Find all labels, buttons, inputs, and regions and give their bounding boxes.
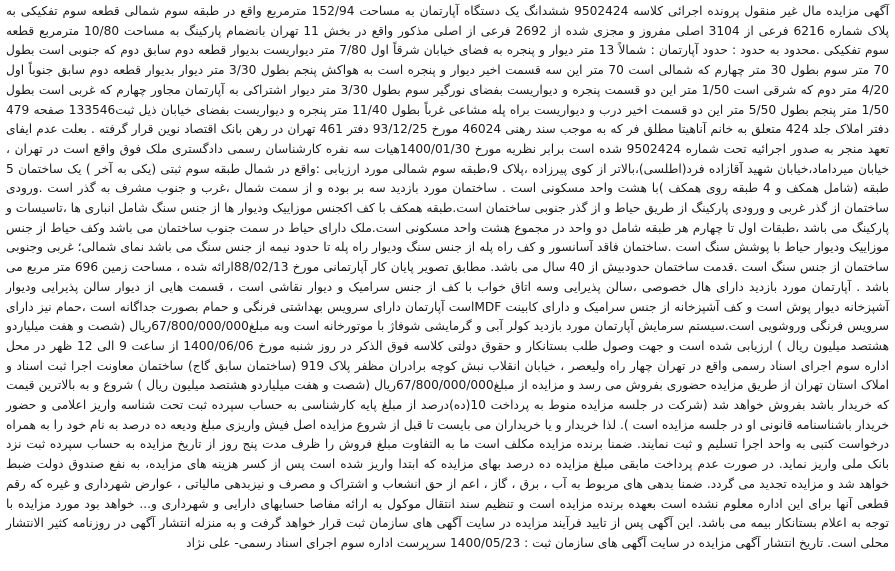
notice-body-text: آگهی مزایده مال غیر منقول پرونده اجرائی کلاسه 9502424 ششدانگ یک دستگاه آپارتمان به مساحت 152/94 مترمربع واقع در طبقه سوم شمالی قطعه سوم تفکیکی به پلاک شماره 6216 فرعی از 3104 اصلی مفروز و مجزی شده از 2692 فرعی از اصلی مذکور واقع در بخش 11 تهران بانضمام پارکینگ به مساحت 10/80 مترمربع قطعه سوم تفکیکی .محدود به حدود : حدود آپارتمان : شمالاً 13 متر دیوار و پنجره به فضای خیابان شرقاً اول 7/80 متر دیواریست بدیوار قطعه دوم سابق دوم که جنوبی است بطول 70 متر سوم بطول 30 متر چهارم که شمالی است 70 متر این سه قسمت اخیر دیوار و پنجره است به هواکش پنجم بطول 3/30 متر دیوار بدیوار قطعه دوم سابق جنوباً اول 4/20 متر دوم که شرقی است 1/50 متر این دو قسمت پنجره و دیواریست بفضای نورگیر سوم بطول 3/30 متر دیوار اشتراکی به آپارتمان مجاور چهارم که غربی است بطول 1/50 متر پنجم بطول 5/50 متر این دو قسمت اخیر درب و دیواریست براه پله مشاعی غرباً بطول 11/40 متر پنجره و دیواریست بفضای خیابان ذیل ثبت133546 صفحه 479 دفتر املاک جلد 424 متعلق به خانم آناهیتا مطلق فر که به موجب سند رهنی 46024 مورخ 93/12/25 دفتر 461 تهران در رهن بانک اقتصاد نوین قرار گرفته . بعلت عدم ایفای تعهد منجر به صدور اجرائیه تحت شماره 9502424 شده است برابر نظریه مورخ 1400/01/30هیات سه نفره کارشناسان رسمی دادگستری ملک فوق واقع است در تهران ، خیابان میرداماد،خیابان شهید آقازاده فرد(اطلسی)،بالاتر از کوی پیرزاده ،پلاک 9،طبقه سوم شمالی مورد ارزیابی :واقع در شمال طبقه سوم ثبتی (یکی به آخر ) یک ساختمان 5 طبقه (شامل همکف و 4 طبقه روی همکف )با هشت واحد مسکونی است . ساختمان مورد بازدید سه بر بوده و از سمت شمال ،غرب و جنوب مشرف به گذر است .ورودی ساختمان از گذر غربی و ورودی پارکینگ از طریق حیاط و از گذر جنوبی ساختمان است.طبقه همکف با کف اکجنس موزاییک ودیوار ها از جنس سنگ شامل انباری ها ،تاسیسات و پارکینگ می باشد ،طبقات اول تا چهارم هر طبقه شامل دو واحد در مجموع هشت واحد مسکونی است.ملک دارای حیاط در سمت جنوب ساختمان می باشد وکف حیاط از جنس موزاییک ودیوار حیاط با پوشش سنگ است .ساختمان فاقد آسانسور و کف راه پله از جنس سنگ ودیوار راه پله تا حدود نیمه از جنس سنگ می باشد نمای شمالی؛ غربی وجنوبی ساختمان از جنس سنگ است .قدمت ساختمان حدودبیش از 40 سال می باشد. مطابق تصویر پایان کار آپارتمانی مورخ 88/02/13ارائه شده ، مساحت زمین 696 متر مربع می باشد . آپارتمان مورد بازدید دارای هال خصوصی ،سالن پذیرایی وسه اتاق خواب با کف از جنس سرامیک و دیوار نقاشی است ، قسمت هایی از دیوار سالن پذیرایی ودیوار آشپزخانه دیوار پوش است و کف آشپزخانه از جنس سرامیک و دارای کابینت MDFاست آپارتمان دارای سرویس بهداشتی فرنگی و حمام بصورت جداگانه است ،حمام نیز دارای سرویس فرنگی وروشویی است.سیستم سرمایش آپارتمان مورد بازدید کولر آبی و گرمایشی شوفاژ با موتورخانه است وبه مبلغ67/800/000/000ریال (شصت و هفت میلیاردو هشتصد میلیون ریال ) ارزیابی شده است و جهت وصول طلب بستانکار و حقوق دولتی کلاسه فوق الذکر در روز شنبه مورخ 1400/06/06 از ساعت 9 الی 12 ظهر در محل اداره سوم اجرای اسناد رسمی واقع در تهران چهار راه ولیعصر ، خیابان انقلاب نبش کوچه برادران مظفر پلاک 919 (ساختمان سابق گاج) ساختمان معاونت اجرا ثبت اسناد و املاک استان تهران از طریق مزایده حضوری بفروش می رسد و مزایده از مبلغ67/800/000/000ریال (شصت و هفت میلیاردو هشتصد میلیون ریال ) شروع و به بالاترین قیمت که خریدار باشد بفروش خواهد شد (شرکت در جلسه مزایده منوط به پرداخت 10(ده)درصد از مبلغ پایه کارشناسی به حساب سپرده ثبت تحت شناسه واریز اعلامی و حضور خریدار باشناسنامه قانونی او در جلسه مزایده است ). لذا خریدار و یا خریداران می بایست تا قبل از شروع مزایده اصل فیش واریزی مبلغ ودیعه ده درصد به نام خود را به همراه درخواست کتبی به واحد اجرا تسلیم و ثبت نمایند. ضمنا برنده مزایده مکلف است ما به التفاوت مبلغ فروش را ظرف مدت پنج روز از تاریخ مزایده به حساب سپرده ثبت نزد بانک ملی واریز نماید. در صورت عدم پرداخت مابقی مبلغ مزایده ده درصد بهای مزایده که ابتدا واریز شده است پس از کسر هزینه های مزایده، به نفع صندوق دولت ضبط خواهد شد و مزایده تجدید می گردد. ضمنا بدهی های مربوط به آب ، برق ، گاز ، اعم از حق انشعاب و اشتراک و مصرف و نیزبدهی مالیاتی ، عوارض شهرداری و غیره که رقم قطعی آنها برای این اداره معلوم نشده است بعهده برنده مزایده است و تنظیم سند انتقال موکول به ارائه مفاصا حسابهای دارایی و شهرداری و... خواهد بود مورد مزایده با توجه به اعلام بستانکار بیمه می باشد. این آگهی پس از تایید فرآیند مزایده در سایت آگهی های سازمان ثبت قرار خواهد گرفت و به منزله انتشار آگهی در روزنامه کثیر الانتشار محلی است. تاریخ انتشار آگهی مزایده در سایت آگهی های سازمان ثبت : 1400/05/23 سرپرست اداره سوم اجرای اسناد رسمی- علی نژاد — [6, 4, 890, 550]
